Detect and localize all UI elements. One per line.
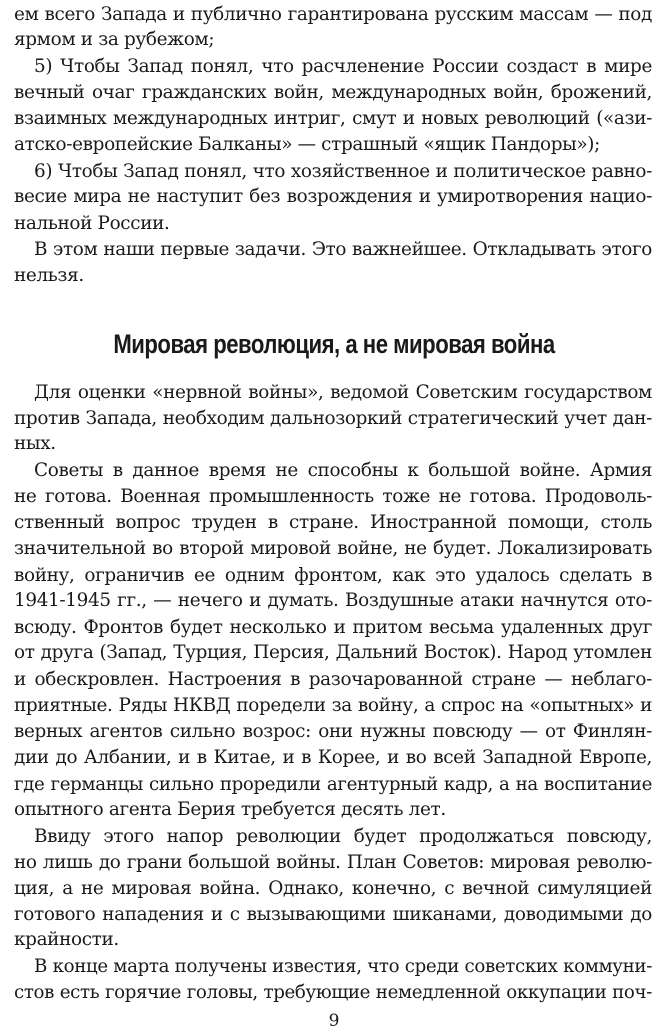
text-line: приятные. Ряды НКВД поредели за войну, а спрос на «опытных» и [14,694,652,716]
text-line: не готова. Военная промышленность тоже не готова. Продоволь- [14,485,652,507]
text-line: Ввиду этого напор революции будет продолжаться повсюду, [34,825,652,847]
text-line: 6) Чтобы Запад понял, что хозяйственное и политическое равно- [34,160,652,182]
text-line: войну, ограничив ее одним фронтом, как это удалось сделать в [14,564,652,586]
text-line: значительной во второй мировой войне, не будет. Локализировать [14,537,652,559]
text-line: вечный очаг гражданских войн, международных войн, брожений, [14,81,652,103]
text-line: В конце марта получены известия, что среди советских коммуни- [34,956,652,978]
text-line: стов есть горячие головы, требующие немедленной оккупации поч- [14,981,652,1003]
text-line: Советы в данное время не способны к большой войне. Армия [34,459,652,481]
text-line: где германцы сильно проредили агентурный кадр, а на воспитание [14,773,652,795]
text-line: от друга (Запад, Турция, Персия, Дальний Восток). Народ утомлен [14,642,652,664]
text-line: Для оценки «нервной войны», ведомой Советским государством [34,382,652,403]
section-title: Мировая революция, а не мировая война [113,328,555,359]
text-line: верных агентов сильно возрос: они нужны повсюду — от Финлян- [14,721,652,743]
text-line: взаимных международных интриг, смут и новых революций («ази- [14,108,652,130]
text-line: против Запада, необходим дальнозоркий стратегический учет дан- [14,407,652,429]
text-line: ция, а не мировая война. Однако, конечно, с вечной симуляцией [14,878,652,900]
text-line: и обескровлен. Настроения в разочарованной стране — неблаго- [14,669,652,690]
text-line: атско-европейские Балканы» — страшный «ящик Пандоры»); [14,133,600,155]
text-line: нельзя. [14,265,84,287]
text-line: нальной России. [14,212,170,234]
text-line: опытного агента Берия требуется десять лет. [14,799,446,821]
text-line: В этом наши первые задачи. Это важнейшее. Откладывать этого [34,238,652,260]
text-line: дии до Албании, и в Китае, и в Корее, и во всей Западной Европе, [14,747,652,768]
text-line: 5) Чтобы Запад понял, что расчленение России создаст в мире [34,56,652,77]
page-number: 9 [328,1011,340,1032]
text-line: ственный вопрос труден в стране. Иностранной помощи, столь [14,512,652,534]
text-line: весие мира не наступит без возрождения и умиротворения нацио- [14,186,652,208]
text-line: ярмом и за рубежом; [14,29,215,51]
text-line: ных. [14,433,56,455]
text-line: крайности. [14,929,119,951]
text-line: всюду. Фронтов будет несколько и притом весьма удаленных друг [14,616,652,638]
text-line: 1941-1945 гг., — нечего и думать. Воздушные атаки начнутся ото- [14,590,652,612]
text-line: но лишь до грани большой войны. План Советов: мировая револю- [14,851,652,873]
text-line: ем всего Запада и публично гарантирована русским массам — под [14,3,652,25]
text-line: готового нападения и с вызывающими шиканами, доводимыми до [14,903,652,925]
